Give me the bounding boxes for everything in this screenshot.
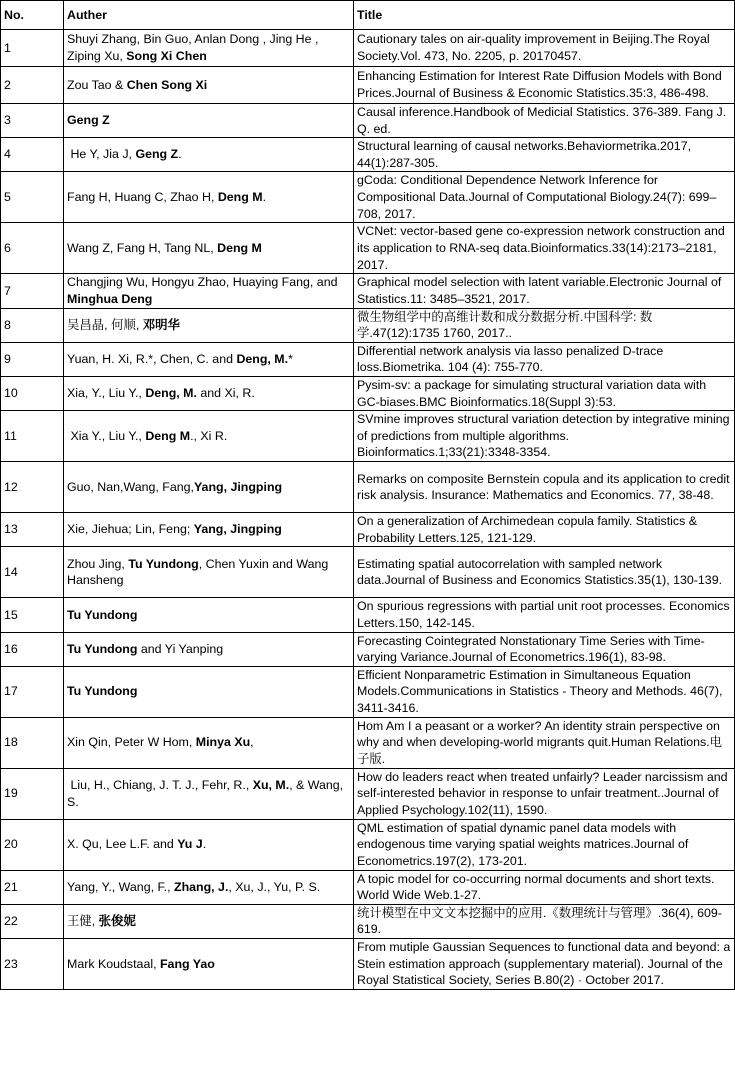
table-row [1, 598, 735, 632]
author-text: Wang Z, Fang H, Tang NL, [67, 241, 218, 256]
author-text: , [250, 735, 254, 750]
row-title: QML estimation of spatial dynamic panel data models with endogenous time varying spatial weights matrices.Journal of Econometrics.197(2), 173-201. [354, 819, 735, 870]
author-text: Xie, Jiehua; Lin, Feng; [67, 522, 194, 537]
row-number: 12 [1, 462, 64, 513]
row-authors [64, 462, 354, 513]
author-highlight: Zhang, J. [174, 879, 229, 894]
row-title: Estimating spatial autocorrelation with sampled network data.Journal of Business and Economics Statistics.35(1), 130-139. [354, 547, 735, 598]
row-title: On a generalization of Archimedean copula family. Statistics & Probability Letters.125, 121-129. [354, 513, 735, 547]
row-number: 7 [1, 274, 64, 308]
author-highlight: Geng Z [135, 147, 179, 162]
row-number: 14 [1, 547, 64, 598]
row-number: 5 [1, 172, 64, 223]
row-authors [64, 30, 354, 67]
table-row [1, 717, 735, 768]
table-row [1, 819, 735, 870]
table-row [1, 632, 735, 666]
author-highlight: Yu J [177, 837, 203, 852]
author-highlight: Fang Yao [159, 956, 215, 971]
row-authors [64, 904, 354, 938]
author-text: , Chen Yuxin and Wang Hansheng [67, 556, 332, 588]
row-number: 3 [1, 104, 64, 138]
author-text: Liu, H., Chiang, J. T. J., Fehr, R., [67, 778, 253, 793]
author-text: Guo, Nan,Wang, Fang, [67, 479, 194, 494]
table-row [1, 870, 735, 904]
header-row [1, 1, 735, 30]
table-row [1, 308, 735, 342]
row-number: 4 [1, 138, 64, 172]
author-text: . [262, 190, 267, 205]
author-highlight: Deng, M. [145, 386, 197, 401]
row-number: 19 [1, 768, 64, 819]
author-text: Yuan, H. Xi, R.*, Chen, C. and [67, 352, 237, 367]
row-title: On spurious regressions with partial unit root processes. Economics Letters.150, 142-145. [354, 598, 735, 632]
row-number: 17 [1, 666, 64, 717]
table-row [1, 666, 735, 717]
header-no: No. [1, 1, 64, 30]
row-authors [64, 819, 354, 870]
author-highlight: Chen Song Xi [126, 77, 208, 92]
row-title: Graphical model selection with latent variable.Electronic Journal of Statistics.11: 3485–3521, 2017. [354, 274, 735, 308]
row-authors [64, 717, 354, 768]
row-title: Structural learning of causal networks.Behaviormetrika.2017, 44(1):287-305. [354, 138, 735, 172]
row-number: 2 [1, 67, 64, 104]
author-text: Shuyi Zhang, Bin Guo, Anlan Dong , Jing He , Ziping Xu, [67, 32, 322, 63]
row-number: 13 [1, 513, 64, 547]
row-authors [64, 411, 354, 462]
row-title: 微生物组学中的高维计数和成分数据分析.中国科学: 数学.47(12):1735 1760, 2017.. [354, 308, 735, 342]
author-text: Xia, Y., Liu Y., [67, 386, 146, 401]
author-highlight: Geng Z [67, 113, 110, 128]
author-highlight: Deng M [217, 241, 262, 256]
row-title: 统计模型在中文文本挖掘中的应用.《数理统计与管理》.36(4), 609-619. [354, 904, 735, 938]
row-number: 18 [1, 717, 64, 768]
author-highlight: Deng M [217, 190, 263, 205]
row-title: SVmine improves structural variation detection by integrative mining of predictions from multiple algorithms. Bioinformatics.1;33(21):3348-3354. [354, 411, 735, 462]
row-title: Pysim-sv: a package for simulating structural variation data with GC-biases.BMC Bioinformatics.18(Suppl 3):53. [354, 376, 735, 410]
row-title: Cautionary tales on air-quality improvement in Beijing.The Royal Society.Vol. 473, No. 2205, p. 20170457. [354, 30, 735, 67]
table-row [1, 274, 735, 308]
author-highlight: 邓明华 [142, 317, 180, 332]
row-number: 20 [1, 819, 64, 870]
row-number: 23 [1, 939, 64, 990]
table-row [1, 342, 735, 376]
author-text: and Yi Yanping [137, 641, 224, 656]
author-highlight: Minya Xu [195, 735, 251, 750]
author-highlight: Deng M [145, 428, 191, 443]
row-title: Enhancing Estimation for Interest Rate Diffusion Models with Bond Prices.Journal of Business & Economic Statistics.35:3, 486-498. [354, 67, 735, 104]
row-title: Differential network analysis via lasso penalized D-trace loss.Biometrika. 104 (4): 755-770. [354, 342, 735, 376]
author-highlight: Deng, M. [236, 352, 289, 367]
row-authors [64, 342, 354, 376]
row-title: Causal inference.Handbook of Medicial Statistics. 376-389. Fang J. Q. ed. [354, 104, 735, 138]
author-text: , Xu, J., Yu, P. S. [228, 879, 321, 894]
table-row [1, 138, 735, 172]
row-authors [64, 598, 354, 632]
author-text: X. Qu, Lee L.F. and [67, 837, 178, 852]
table-row [1, 768, 735, 819]
table-row [1, 223, 735, 274]
row-number: 9 [1, 342, 64, 376]
row-authors [64, 172, 354, 223]
table-row [1, 30, 735, 67]
table-row [1, 513, 735, 547]
row-authors [64, 138, 354, 172]
row-authors [64, 870, 354, 904]
row-number: 11 [1, 411, 64, 462]
row-number: 6 [1, 223, 64, 274]
author-text: . [202, 837, 207, 852]
author-text: He Y, Jia J, [67, 147, 136, 162]
author-highlight: Xu, M. [252, 778, 290, 793]
row-title: VCNet: vector-based gene co-expression network construction and its application to RNA-seq data.Bioinformatics.33(14):2173–2181, 2017. [354, 223, 735, 274]
author-highlight: Yang, Jingping [193, 479, 283, 494]
header-author: Auther [64, 1, 354, 30]
row-title: Forecasting Cointegrated Nonstationary Time Series with Time-varying Variance.Journal of Econometrics.196(1), 83-98. [354, 632, 735, 666]
table-row [1, 104, 735, 138]
row-number: 15 [1, 598, 64, 632]
author-text: * [288, 352, 293, 367]
author-text: Mark Koudstaal, [67, 956, 160, 971]
row-authors [64, 632, 354, 666]
table-row [1, 462, 735, 513]
row-title: From mutiple Gaussian Sequences to functional data and beyond: a Stein estimation approach (supplementary material). Journal of the Royal Statistical Society, Series B.80(2) · October 2017. [354, 939, 735, 990]
table-row [1, 547, 735, 598]
author-highlight: Tu Yundong [128, 556, 199, 571]
table-row [1, 172, 735, 223]
row-authors [64, 939, 354, 990]
author-text: ., Xi R. [190, 428, 228, 443]
author-text: Xin Qin, Peter W Hom, [67, 735, 196, 750]
table-row [1, 411, 735, 462]
author-highlight: 张俊妮 [98, 914, 136, 929]
author-text: Changjing Wu, Hongyu Zhao, Huaying Fang, and [67, 275, 341, 290]
row-authors [64, 513, 354, 547]
author-text: 王健, [67, 914, 99, 929]
author-highlight: Yang, Jingping [193, 522, 282, 537]
author-highlight: Minghua Deng [67, 291, 153, 306]
author-text: Fang H, Huang C, Zhao H, [67, 190, 218, 205]
row-number: 1 [1, 30, 64, 67]
row-number: 21 [1, 870, 64, 904]
author-text: and Xi, R. [196, 386, 255, 401]
table-row [1, 939, 735, 990]
author-highlight: Song Xi Chen [126, 49, 207, 63]
row-number: 16 [1, 632, 64, 666]
row-title: Remarks on composite Bernstein copula and its application to credit risk analysis. Insurance: Mathematics and Economics. 77, 38-48. [354, 462, 735, 513]
row-title: A topic model for co-occurring normal documents and short texts. World Wide Web.1-27. [354, 870, 735, 904]
row-authors [64, 376, 354, 410]
row-authors [64, 308, 354, 342]
row-title: gCoda: Conditional Dependence Network Inference for Compositional Data.Journal of Computational Biology.24(7): 699–708, 2017. [354, 172, 735, 223]
row-authors [64, 768, 354, 819]
row-number: 22 [1, 904, 64, 938]
row-authors [64, 223, 354, 274]
author-text: Zhou Jing, [67, 556, 129, 571]
row-authors [64, 547, 354, 598]
table-row [1, 67, 735, 104]
author-highlight: Tu Yundong [67, 641, 138, 656]
author-text: . [178, 147, 182, 162]
author-text: Xia Y., Liu Y., [67, 428, 146, 443]
author-text: , & Wang, S. [67, 778, 347, 809]
row-number: 10 [1, 376, 64, 410]
header-title: Title [354, 1, 735, 30]
row-title: How do leaders react when treated unfairly? Leader narcissism and self-interested behavior in response to unfair treatment..Journal of Applied Psychology.102(11), 1590. [354, 768, 735, 819]
author-text: 吴昌晶, 何顺, [67, 317, 143, 332]
author-text: Yang, Y., Wang, F., [67, 879, 174, 894]
row-authors [64, 274, 354, 308]
author-highlight: Tu Yundong [67, 684, 138, 699]
row-number: 8 [1, 308, 64, 342]
row-authors [64, 67, 354, 104]
row-authors [64, 104, 354, 138]
table-row [1, 376, 735, 410]
author-text: Zou Tao & [67, 77, 127, 92]
table-row [1, 904, 735, 938]
row-title: Efficient Nonparametric Estimation in Simultaneous Equation Models.Communications in Statistics - Theory and Methods. 46(7), 3411-3416. [354, 666, 735, 717]
row-authors [64, 666, 354, 717]
author-highlight: Tu Yundong [67, 607, 138, 622]
row-title: Hom Am I a peasant or a worker? An identity strain perspective on why and when developing-world migrants quit.Human Relations.电子版. [354, 717, 735, 768]
